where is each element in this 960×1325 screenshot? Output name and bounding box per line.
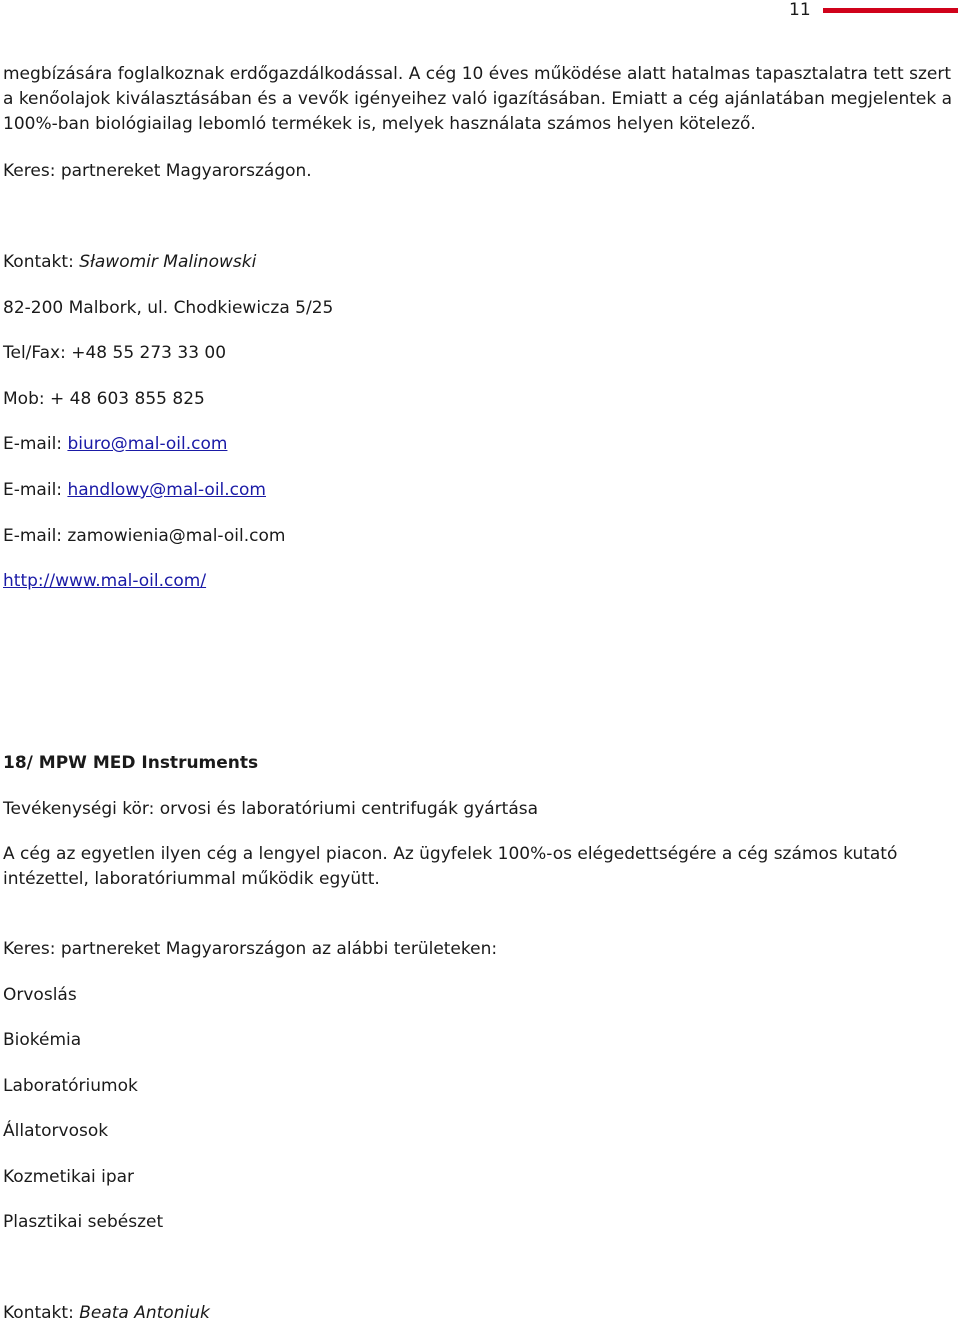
contact-name: Beata Antoniuk [79,1303,210,1323]
mobile-line: Mob: + 48 603 855 825 [3,389,205,409]
email-label: E-mail: [3,480,68,500]
contact-line [3,250,256,274]
address-line: 82-200 Malbork, ul. Chodkiewicza 5/25 [3,298,334,318]
page-number: 11 [789,0,811,20]
website-line [3,569,206,593]
seeking-areas-text: Keres: partnereket Magyarországon az alábbi területeken: [3,939,498,959]
contact-name: Sławomir Malinowski [79,252,257,272]
area-item: Plasztikai sebészet [3,1212,164,1232]
telfax-line: Tel/Fax: +48 55 273 33 00 [3,343,227,363]
description-line: A cég az egyetlen ilyen cég a lengyel piacon. Az ügyfelek 100%-os elégedettségére a cég számos kutató [3,844,898,864]
intro-line: 100%-ban biológiailag lebomló termékek is, melyek használata számos helyen kötelező. [3,114,756,134]
area-item: Kozmetikai ipar [3,1167,135,1187]
intro-paragraph [3,62,953,137]
intro-line: a kenőolajok kiválasztásában és a vevők igényeihez való igazításában. Emiatt a cég ajánlatában megjelentek a [3,89,953,109]
section-heading: 18/ MPW MED Instruments [3,753,259,773]
contact-label: Kontakt: [3,252,80,272]
area-item: Laboratóriumok [3,1076,138,1096]
seeking-text: Keres: partnereket Magyarországon. [3,161,312,181]
area-item: Állatorvosok [3,1121,109,1141]
area-item: Biokémia [3,1030,82,1050]
intro-line: megbízására foglalkoznak erdőgazdálkodással. A cég 10 éves működése alatt hatalmas tapasztalatra tett szert [3,64,952,84]
website-link[interactable]: http://www.mal-oil.com/ [3,571,207,591]
contact-label: Kontakt: [3,1303,80,1323]
email-link-handlowy[interactable]: handlowy@mal-oil.com [67,480,266,500]
area-item: Orvoslás [3,985,77,1005]
contact-line-2 [3,1301,210,1325]
email-link-biuro[interactable]: biuro@mal-oil.com [67,434,228,454]
email-line-3: E-mail: zamowienia@mal-oil.com [3,526,286,546]
header-accent-bar [823,8,958,13]
description-line: intézettel, laboratóriummal működik együtt. [3,869,380,889]
description-paragraph [3,842,953,892]
email-line-2 [3,478,266,502]
activity-line: Tevékenységi kör: orvosi és laboratóriumi centrifugák gyártása [3,799,539,819]
email-label: E-mail: [3,434,68,454]
email-line-1 [3,432,227,456]
